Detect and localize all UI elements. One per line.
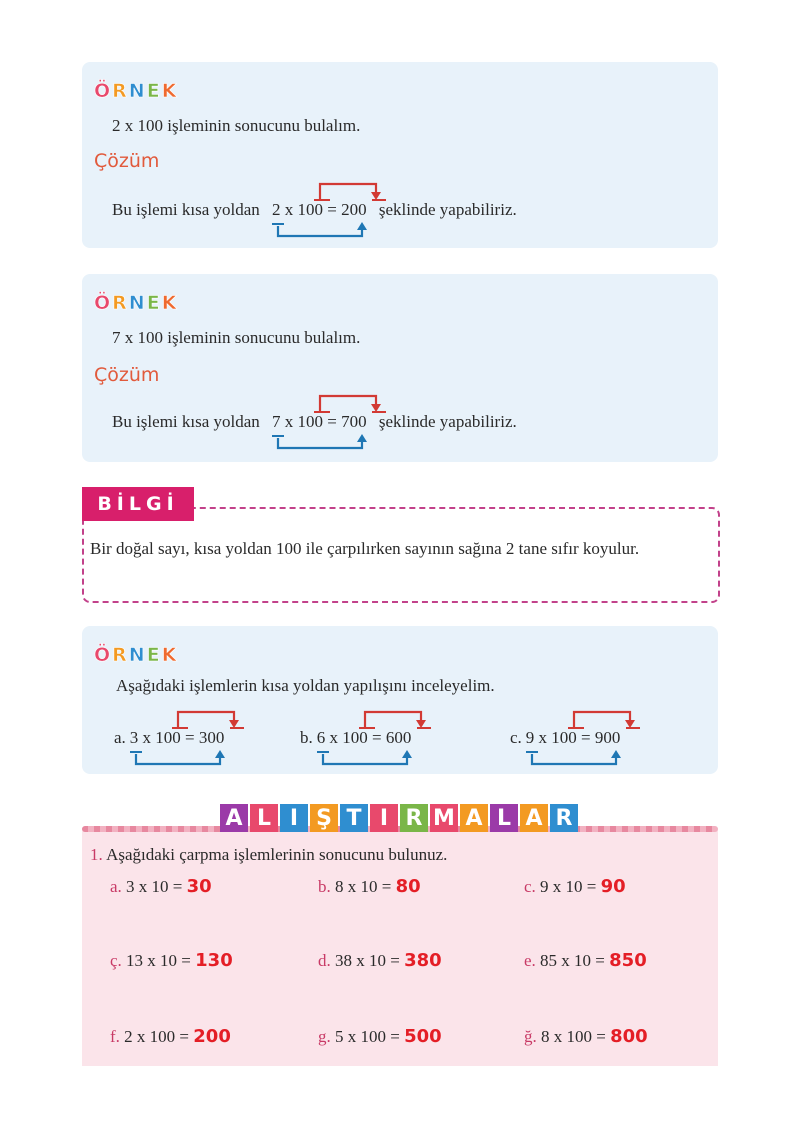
shortcut-arrows [272,178,392,238]
item-expression: 8 x 10 = [335,877,392,896]
ornek-letter: Ö [94,644,113,666]
title-letter: R [400,804,428,832]
equation-text: 2 x 100 = 200 [272,200,367,219]
item-label: e. [524,951,536,970]
example-question: 7 x 100 işleminin sonucunu bulalım. [112,328,361,347]
item-expression: 5 x 100 = [335,1027,400,1046]
item-answer: 80 [395,876,421,897]
equation-text: 3 x 100 = 300 [129,728,225,747]
item-expression: 9 x 10 = [540,877,597,896]
solution-prefix: Bu işlemi kısa yoldan [112,412,260,431]
ornek-letter: N [128,292,147,314]
ornek-letter: E [146,80,162,102]
item-label: a. [114,728,126,747]
shortcut-arrows [526,706,646,766]
ornek-letter: K [161,644,179,666]
info-tag: BİLGİ [82,487,194,521]
example-box-1 [82,62,718,248]
equation-text: 9 x 100 = 900 [525,728,621,747]
item-label: f. [110,1027,120,1046]
item-answer: 200 [193,1026,231,1047]
item-label: c. [510,728,522,747]
ornek-letter: R [112,80,129,102]
example-item [114,728,224,748]
question-number: 1. [90,845,103,864]
solution-line [112,200,517,220]
ornek-letter: Ö [94,80,113,102]
info-text: Bir doğal sayı, kısa yoldan 100 ile çarpılırken sayının sağına 2 tane sıfır koyulur. [90,539,640,558]
exercise-item [110,950,233,971]
ornek-letter: N [128,644,147,666]
ornek-heading [94,80,178,102]
exercise-item [524,950,647,971]
exercise-item [110,876,212,897]
title-letter: Ş [310,804,338,832]
shortcut-equation [272,412,367,432]
item-expression: 8 x 100 = [541,1027,606,1046]
ornek-letter: K [161,292,179,314]
item-expression: 2 x 100 = [124,1027,190,1046]
item-expression: 3 x 10 = [126,877,183,896]
item-label: g. [318,1027,331,1046]
exercise-item [524,1026,648,1047]
item-answer: 850 [609,950,647,971]
item-label: b. [300,728,313,747]
title-letter: M [430,804,458,832]
title-letter: A [220,804,248,832]
equation-text: 6 x 100 = 600 [316,728,412,747]
ornek-heading [94,644,178,666]
title-letter: I [370,804,398,832]
exercise-question [90,845,447,865]
ornek-letter: N [128,80,147,102]
item-label: d. [318,951,331,970]
shortcut-arrows [130,706,250,766]
shortcut-arrows [272,390,392,450]
solution-suffix: şeklinde yapabiliriz. [378,412,517,431]
title-letter: I [280,804,308,832]
solution-label: Çözüm [94,150,160,172]
item-label: ğ. [524,1027,537,1046]
item-answer: 130 [195,950,233,971]
exercise-item [110,1026,231,1047]
item-label: a. [110,877,122,896]
title-letter: R [550,804,578,832]
example-box-2 [82,274,718,462]
exercise-item [318,876,421,897]
item-label: c. [524,877,536,896]
item-answer: 800 [610,1026,648,1047]
exercises-title [220,804,578,834]
title-letter: L [490,804,518,832]
item-answer: 90 [600,876,626,897]
ornek-letter: E [146,644,162,666]
item-label: ç. [110,951,122,970]
example-item [510,728,620,748]
solution-suffix: şeklinde yapabiliriz. [378,200,517,219]
title-letter: A [460,804,488,832]
shortcut-equation [272,200,367,220]
item-answer: 380 [404,950,442,971]
solution-prefix: Bu işlemi kısa yoldan [112,200,260,219]
ornek-heading [94,292,178,314]
ornek-letter: K [161,80,179,102]
item-label: b. [318,877,331,896]
ornek-letter: R [112,292,129,314]
example-box-3 [82,626,718,774]
exercise-item [318,1026,442,1047]
shortcut-arrows [317,706,437,766]
title-letter: A [520,804,548,832]
shortcut-equation [317,728,412,748]
shortcut-equation [130,728,225,748]
item-answer: 500 [404,1026,442,1047]
ornek-letter: E [146,292,162,314]
equation-text: 7 x 100 = 700 [272,412,367,431]
solution-line [112,412,517,432]
example-item [300,728,411,748]
title-letter: L [250,804,278,832]
shortcut-equation [526,728,621,748]
item-expression: 13 x 10 = [126,951,191,970]
title-letter: T [340,804,368,832]
exercise-item [524,876,626,897]
question-text: Aşağıdaki çarpma işlemlerinin sonucunu bulunuz. [106,845,448,864]
ornek-letter: R [112,644,129,666]
ornek-letter: Ö [94,292,113,314]
item-answer: 30 [186,876,212,897]
example-intro: Aşağıdaki işlemlerin kısa yoldan yapılışını inceleyelim. [116,676,495,695]
item-expression: 38 x 10 = [335,951,400,970]
item-expression: 85 x 10 = [540,951,605,970]
solution-label: Çözüm [94,364,160,386]
exercise-item [318,950,442,971]
example-question: 2 x 100 işleminin sonucunu bulalım. [112,116,361,135]
